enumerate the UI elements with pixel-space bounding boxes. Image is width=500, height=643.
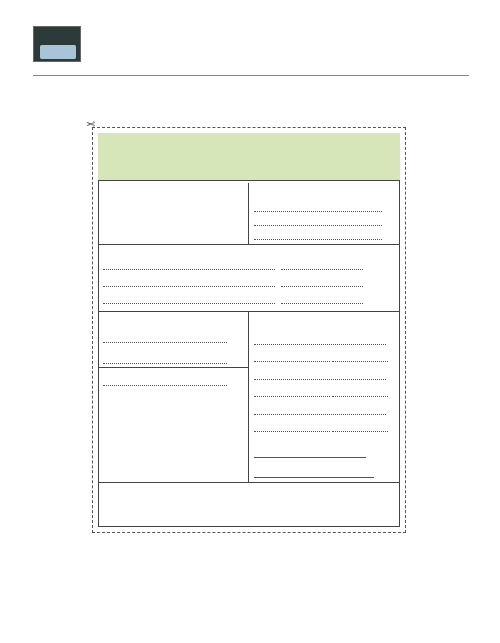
benefit-field[interactable] xyxy=(103,336,227,345)
action-step-deadline[interactable] xyxy=(254,355,388,364)
divider xyxy=(248,311,249,482)
action-step-deadline[interactable] xyxy=(254,425,388,434)
goal-field[interactable] xyxy=(103,280,363,289)
sheet-company-logo xyxy=(98,183,248,243)
divider xyxy=(98,482,400,483)
action-step-field[interactable] xyxy=(254,408,386,417)
divider xyxy=(98,311,400,312)
header-divider xyxy=(33,75,469,76)
cheerleader-field[interactable] xyxy=(254,205,382,214)
logo-stars xyxy=(40,45,76,59)
cheerleader-field[interactable] xyxy=(254,219,382,228)
logo xyxy=(33,26,81,62)
scissors-icon: ✂ xyxy=(86,119,96,131)
cheerleader-field[interactable] xyxy=(254,233,382,242)
divider xyxy=(98,244,400,245)
benefit-field[interactable] xyxy=(103,357,227,366)
goal-field[interactable] xyxy=(103,297,363,306)
benefit-field[interactable] xyxy=(103,379,227,388)
action-step-field[interactable] xyxy=(254,338,386,347)
signed-field[interactable] xyxy=(254,451,366,460)
goal-field[interactable] xyxy=(103,263,363,272)
sheet-title xyxy=(98,133,400,181)
date-field[interactable] xyxy=(254,471,374,480)
action-step-field[interactable] xyxy=(254,373,386,382)
action-step-deadline[interactable] xyxy=(254,390,388,399)
divider xyxy=(248,183,249,244)
divider xyxy=(98,367,248,368)
